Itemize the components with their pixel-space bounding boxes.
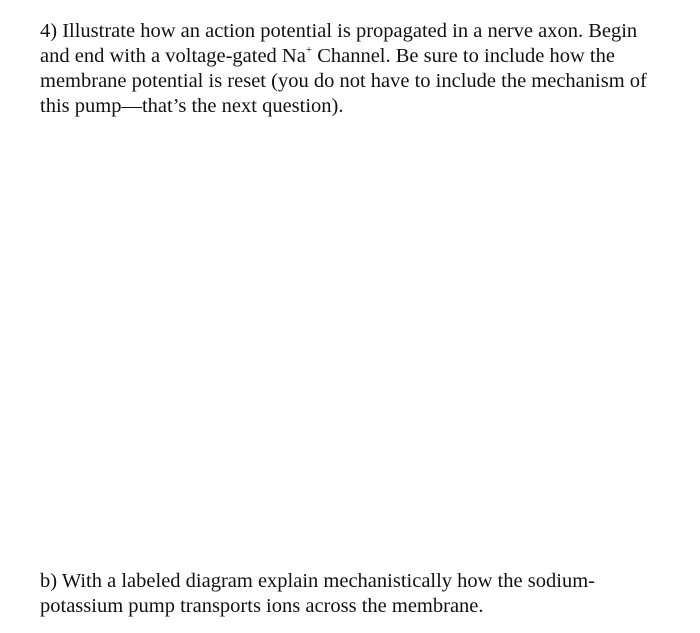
sodium-charge-superscript: + (305, 44, 313, 56)
question-4-line-2-end: Channel. Be sure to include how the (312, 45, 615, 67)
question-4b-text (40, 569, 670, 619)
question-4-line-1: 4) Illustrate how an action potential is propagated in a nerve axon. Begin (40, 20, 638, 42)
question-4-text (40, 19, 670, 119)
question-4-line-2 (40, 44, 670, 69)
question-4-line-3: membrane potential is reset (you do not have to include the mechanism of (40, 70, 647, 92)
question-4b-line-2: potassium pump transports ions across the membrane. (40, 595, 484, 617)
question-4-line-2-start: and end with a voltage-gated Na (40, 45, 306, 67)
question-4b-line-1: b) With a labeled diagram explain mechanistically how the sodium- (40, 570, 595, 592)
question-4-line-4: this pump—that’s the next question). (40, 95, 344, 117)
